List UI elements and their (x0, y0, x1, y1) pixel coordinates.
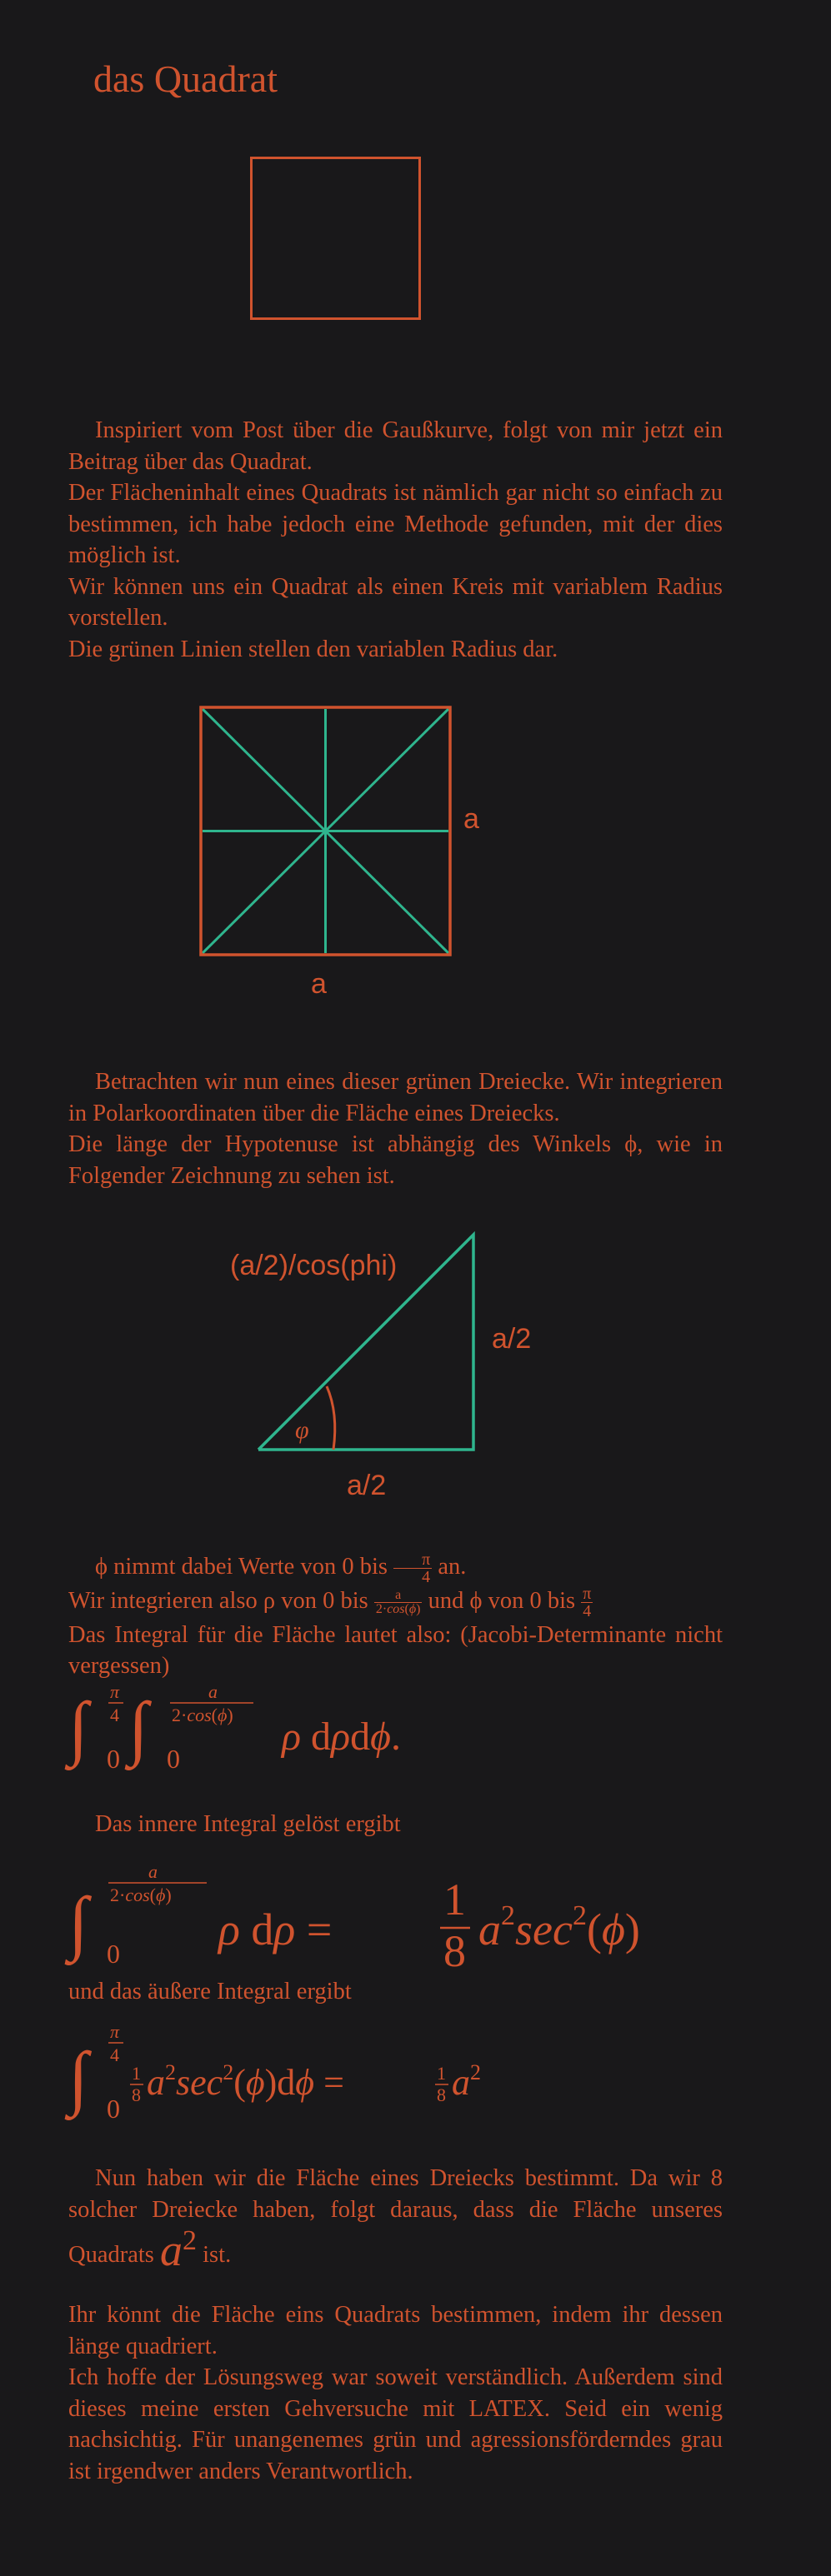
svg-text:4: 4 (110, 2044, 119, 2065)
intro-line-1: Inspiriert vom Post über die Gaußkurve, folgt von mir jetzt ein Beitrag über das Quadrat. (68, 417, 723, 475)
intro-paragraph (68, 415, 723, 665)
page-title: das Quadrat (93, 57, 278, 100)
svg-text:2·cos(ϕ): 2·cos(ϕ) (172, 1705, 233, 1725)
result-paragraph (68, 2163, 723, 2275)
label-side-right: a/2 (492, 1323, 532, 1355)
label-bottom: a/2 (347, 1470, 387, 1501)
angle-arc (327, 1386, 335, 1450)
limits-line-1-end: an. (438, 1554, 467, 1580)
svg-text:π: π (110, 2021, 120, 2042)
fraction-a-2cos: $\frac{a}{2\cdot\cos(\phi)}$ (375, 1588, 421, 1616)
triangle-line-2: Die länge der Hypotenuse ist abhängig des Winkels ϕ, wie in Folgender Zeichnung zu sehen ist. (68, 1131, 723, 1189)
svg-text:0: 0 (107, 1939, 120, 1969)
inner-integral-label: Das innere Integral gelöst ergibt (95, 1811, 401, 1837)
svg-text:a: a (208, 1681, 218, 1702)
svg-text:0: 0 (167, 1744, 180, 1774)
svg-text:∫: ∫ (68, 2037, 88, 2117)
svg-text:8: 8 (132, 2084, 141, 2105)
limits-paragraph (68, 1551, 723, 1681)
label-a-bottom: a (311, 968, 327, 1000)
result-text: Nun haben wir die Fläche eines Dreiecks bestimmt. Da wir 8 solcher Dreiecke haben, folgt daraus, dass die Fläche unseres Quadrats (68, 2165, 723, 2268)
triangle-paragraph (68, 1066, 723, 1191)
label-a-right: a (463, 803, 479, 835)
limits-line-2-mid: und ϕ von 0 bis (428, 1588, 576, 1615)
intro-line-2: Der Flächeninhalt eines Quadrats ist nämlich gar nicht so einfach zu bestimmen, ich habe jedoch eine Methode gefunden, mit der dies möglich ist. (68, 480, 723, 568)
triangle-line-1: Betrachten wir nun eines dieser grünen Dreiecke. Wir integrieren in Polarkoordinaten über die Fläche eines Dreiecks. (68, 1069, 723, 1126)
svg-text:ρ dρdϕ.: ρ dρdϕ. (282, 1715, 401, 1759)
outer-integral (68, 2018, 568, 2126)
limits-line-3: Das Integral für die Fläche lautet also: (Jacobi-Determinante nicht vergessen) (68, 1622, 723, 1679)
svg-text:1: 1 (437, 2063, 446, 2084)
label-angle: φ (295, 1416, 309, 1444)
svg-text:a: a (148, 1861, 158, 1882)
figure-triangle (225, 1230, 608, 1513)
result-end: ist. (203, 2242, 232, 2268)
limits-line-2 (68, 1585, 723, 1620)
svg-text:a2: $a^2$ (452, 2060, 481, 2103)
svg-text:1: 1 (443, 1875, 466, 1925)
limits-line-1-text: ϕ nimmt dabei Werte von 0 bis (95, 1554, 388, 1580)
square-outline (252, 158, 420, 319)
label-hypotenuse: (a/2)/cos(phi) (230, 1250, 398, 1281)
figure-square (250, 157, 422, 320)
figure-square-radii (198, 705, 498, 1005)
closing-line-2: Ich hoffe der Lösungsweg war soweit verständlich. Außerdem sind dieses meine ersten Gehversuche mit LATEX. Seid ein wenig nachsichtig. Für unangenemes grün und agressionsförderndes grau ist irgendwer anders Verantwortlich. (68, 2364, 723, 2484)
closing-line-1: Ihr könnt die Fläche eins Quadrats bestimmen, indem ihr dessen länge quadriert. (68, 2302, 723, 2359)
svg-text:2·cos(ϕ): 2·cos(ϕ) (110, 1885, 172, 1905)
result-a-squared: $a^2$ (160, 2225, 198, 2275)
result-line (68, 2163, 723, 2275)
svg-text:8: 8 (443, 1926, 466, 1976)
svg-text:a2sec2(ϕ): $a^2\sec^2(\phi)$ (478, 1900, 640, 1954)
outer-integral-label: und das äußere Integral ergibt (68, 1979, 352, 2004)
double-integral (68, 1675, 568, 1775)
fraction-pi-4: $\frac{\pi}{4}$ (393, 1551, 432, 1585)
intro-line-4: Die grünen Linien stellen den variablen Radius dar. (68, 636, 558, 662)
svg-text:1: 1 (132, 2063, 141, 2084)
svg-text:0: 0 (107, 2094, 120, 2124)
inner-integral (68, 1856, 652, 1976)
svg-text:4: 4 (110, 1705, 119, 1725)
intro-line-3: Wir können uns ein Quadrat als einen Kreis mit variablem Radius vorstellen. (68, 573, 723, 631)
svg-text:a2sec2(ϕ)dϕ =: $a^2\sec^2(\phi)d\phi$ = (147, 2060, 344, 2103)
limits-line-2-text: Wir integrieren also ρ von 0 bis (68, 1588, 368, 1615)
svg-text:∫: ∫ (68, 1687, 88, 1767)
svg-text:∫: ∫ (68, 1882, 88, 1962)
limits-line-1 (68, 1551, 723, 1585)
fraction-pi-4b: $\frac{\pi}{4}$ (583, 1585, 592, 1620)
svg-text:ρ dρ =: ρ dρ = (218, 1905, 333, 1954)
green-radius-lines (203, 709, 448, 953)
svg-text:π: π (110, 1681, 120, 1702)
closing-paragraph (68, 2299, 723, 2487)
svg-text:8: 8 (437, 2084, 446, 2105)
svg-text:∫: ∫ (128, 1687, 148, 1767)
svg-text:0: 0 (107, 1744, 120, 1774)
